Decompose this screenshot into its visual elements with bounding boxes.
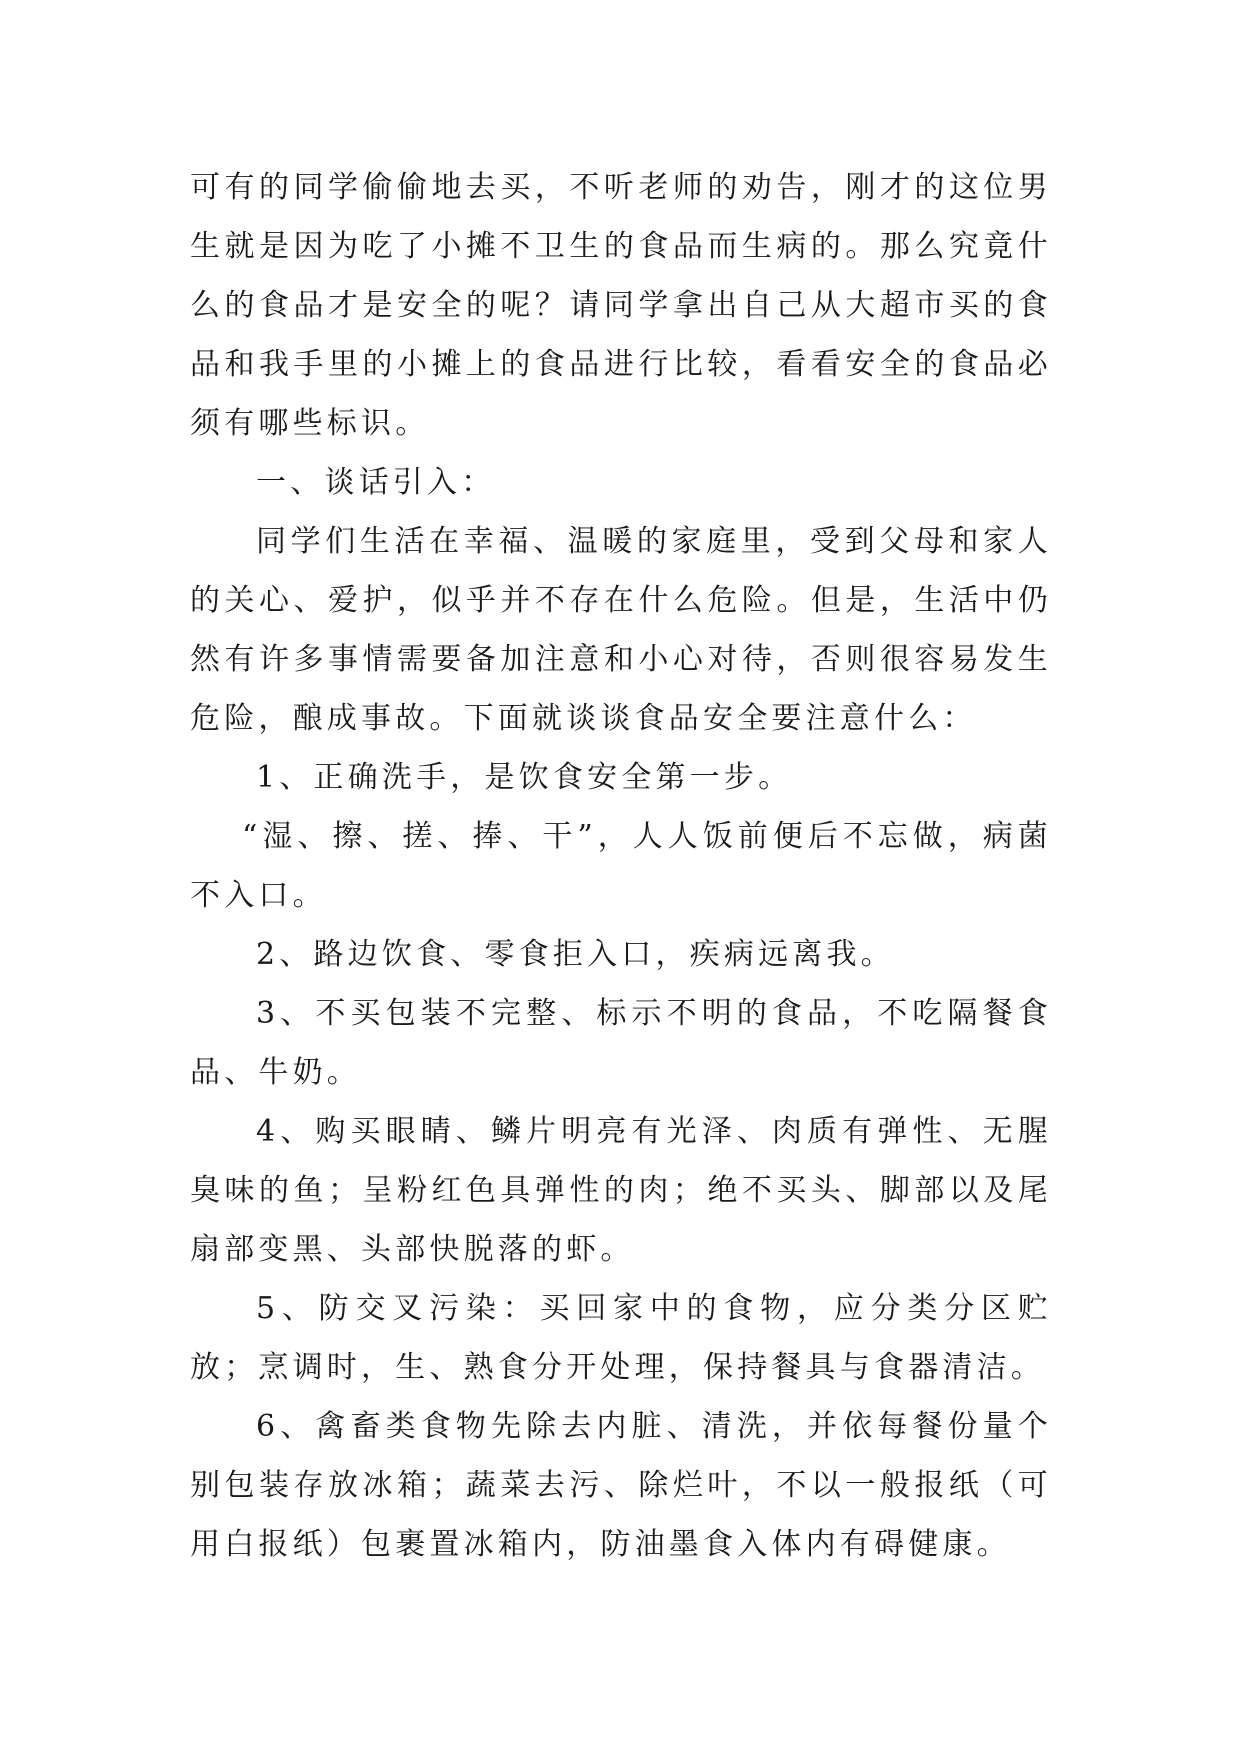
paragraph-continued: 可有的同学偷偷地去买，不听老师的劝告，刚才的这位男生就是因为吃了小摊不卫生的食品而生病的。那么究竟什么的食品才是安全的呢？请同学拿出自己从大超市买的食品和我手里的小摊上的食品进行比较，看看安全的食品必须有哪些标识。 [190,170,1052,441]
list-item-2: 2、路边饮食、零食拒入口，疾病远离我。 [256,937,895,972]
list-item-6: 6、禽畜类食物先除去内脏、清洗，并依每餐份量个别包装存放冰箱；蔬菜去污、除烂叶，不以一般报纸（可用白报纸）包裹置冰箱内，防油墨食入体内有碍健康。 [190,1409,1052,1562]
list-item-1: 1、正确洗手，是饮食安全第一步。 [256,760,793,795]
list-item-3: 3、不买包装不完整、标示不明的食品，不吃隔餐食品、牛奶。 [190,996,1052,1090]
list-item-5: 5、防交叉污染：买回家中的食物，应分类分区贮放；烹调时，生、熟食分开处理，保持餐具与食器清洁。 [190,1291,1052,1385]
document-body [190,158,1052,1574]
paragraph-intro: 同学们生活在幸福、温暖的家庭里，受到父母和家人的关心、爱护，似乎并不存在什么危险。但是，生活中仍然有许多事情需要备加注意和小心对待，否则很容易发生危险，酿成事故。下面就谈谈食品安全要注意什么： [190,524,1052,736]
list-item-4: 4、购买眼睛、鳞片明亮有光泽、肉质有弹性、无腥臭味的鱼；呈粉红色具弹性的肉；绝不买头、脚部以及尾扇部变黑、头部快脱落的虾。 [190,1114,1052,1267]
section-heading-introduction: 一、谈话引入： [256,465,496,500]
list-item-1-detail: “湿、擦、搓、捧、干”，人人饭前便后不忘做，病菌不入口。 [190,819,1052,913]
